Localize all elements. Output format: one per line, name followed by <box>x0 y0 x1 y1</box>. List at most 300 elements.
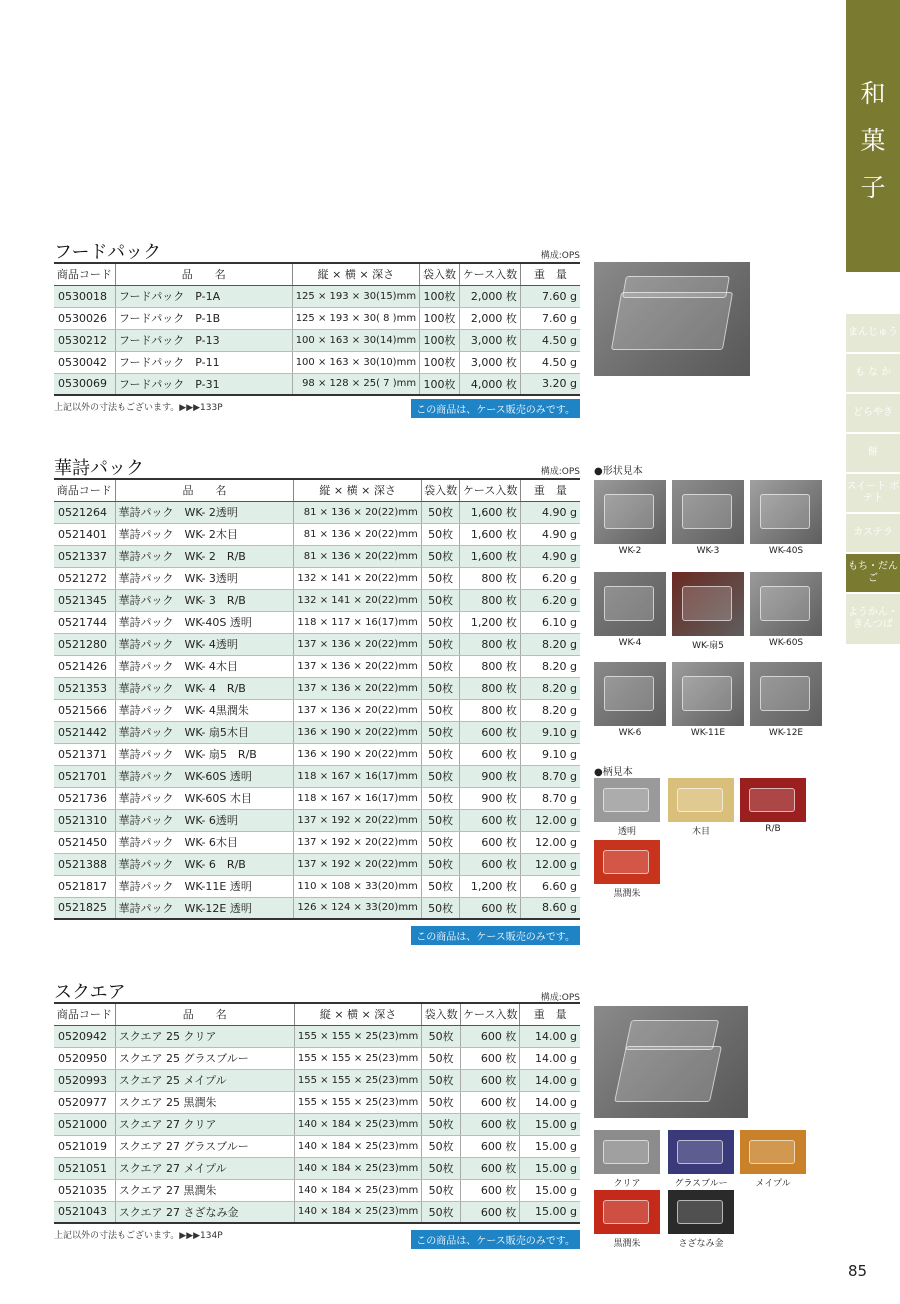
pattern-sample-label: 黒潤朱 <box>613 889 641 899</box>
column-header-case: ケース入数 <box>459 263 520 285</box>
table-row <box>54 285 580 307</box>
cell-case: 900 枚 <box>460 765 520 787</box>
cell-weight: 14.00 g <box>520 1047 580 1069</box>
cell-name: 華詩パック WK- 6木目 <box>115 831 294 853</box>
shape-sample-label: WK-40S <box>768 546 804 556</box>
cell-case: 1,200 枚 <box>460 611 520 633</box>
cell-bag: 50枚 <box>421 567 460 589</box>
side-category-char-1: 和 <box>860 79 886 108</box>
cell-dim: 132 × 141 × 20(22)mm <box>294 589 421 611</box>
table-row <box>54 567 580 589</box>
section-food-pack <box>54 238 580 423</box>
cell-dim: 100 × 163 × 30(14)mm <box>292 329 419 351</box>
cell-bag: 100枚 <box>420 373 460 395</box>
table-row <box>54 589 580 611</box>
cell-case: 600 枚 <box>461 1201 520 1223</box>
shape-sample-label: WK-12E <box>768 728 804 738</box>
cell-weight: 15.00 g <box>520 1135 580 1157</box>
shape-sample-label: WK-60S <box>768 638 804 648</box>
tray-shape <box>611 292 733 350</box>
cell-code: 0521051 <box>54 1157 115 1179</box>
cell-code: 0521353 <box>54 677 115 699</box>
cell-dim: 98 × 128 × 25( 7 )mm <box>292 373 419 395</box>
table-row <box>54 721 580 743</box>
cell-bag: 50枚 <box>421 831 460 853</box>
cell-code: 0530042 <box>54 351 115 373</box>
cell-case: 800 枚 <box>460 655 520 677</box>
cell-bag: 50枚 <box>422 1047 461 1069</box>
cell-dim: 81 × 136 × 20(22)mm <box>294 523 421 545</box>
cell-case: 800 枚 <box>460 567 520 589</box>
cell-code: 0521825 <box>54 897 115 919</box>
cell-weight: 9.10 g <box>520 743 580 765</box>
tray-shape <box>604 586 654 621</box>
table-row <box>54 699 580 721</box>
column-header-case: ケース入数 <box>460 479 520 501</box>
cell-code: 0521264 <box>54 501 115 523</box>
product-table <box>54 478 580 920</box>
cell-dim: 137 × 192 × 20(22)mm <box>294 853 421 875</box>
cell-code: 0521736 <box>54 787 115 809</box>
cell-case: 800 枚 <box>460 677 520 699</box>
cell-name: フードパック P-31 <box>115 373 292 395</box>
cell-weight: 8.20 g <box>520 633 580 655</box>
cell-bag: 100枚 <box>420 329 460 351</box>
cell-name: 華詩パック WK- 2 R/B <box>115 545 294 567</box>
color-sample-image <box>594 1190 660 1234</box>
cell-bag: 50枚 <box>421 765 460 787</box>
cell-name: フードパック P-13 <box>115 329 292 351</box>
tray-shape <box>749 788 795 812</box>
cell-bag: 50枚 <box>421 897 460 919</box>
cell-bag: 50枚 <box>421 853 460 875</box>
cell-code: 0521426 <box>54 655 115 677</box>
cell-name: 華詩パック WK- 3 R/B <box>115 589 294 611</box>
cell-code: 0520977 <box>54 1091 115 1113</box>
cell-code: 0521566 <box>54 699 115 721</box>
product-table <box>54 262 580 396</box>
cell-name: 華詩パック WK- 4 R/B <box>115 677 294 699</box>
shape-sample-label: WK-扇5 <box>692 641 724 651</box>
cell-code: 0521701 <box>54 765 115 787</box>
table-row <box>54 677 580 699</box>
cell-code: 0530026 <box>54 307 115 329</box>
cell-name: 華詩パック WK-11E 透明 <box>115 875 294 897</box>
table-row <box>54 633 580 655</box>
cell-name: スクエア 27 クリア <box>115 1113 294 1135</box>
cell-case: 600 枚 <box>460 853 520 875</box>
cell-dim: 125 × 193 × 30( 8 )mm <box>292 307 419 329</box>
cell-dim: 118 × 167 × 16(17)mm <box>294 787 421 809</box>
cell-name: 華詩パック WK-40S 透明 <box>115 611 294 633</box>
cell-name: スクエア 25 クリア <box>115 1025 294 1047</box>
pattern-sample-label: 木目 <box>691 827 710 837</box>
pattern-samples-heading: ●柄見本 <box>594 767 633 778</box>
tray-shape <box>603 1200 649 1224</box>
column-header-dim: 縦 × 横 × 深さ <box>294 479 421 501</box>
shape-sample-image <box>750 662 822 726</box>
side-nav-item[interactable]: どらやき <box>846 394 900 434</box>
cell-dim: 140 × 184 × 25(23)mm <box>294 1113 421 1135</box>
cell-case: 600 枚 <box>461 1069 520 1091</box>
column-header-name: 品 名 <box>115 1003 294 1025</box>
composition-label: 構成:OPS <box>540 467 580 477</box>
cell-name: フードパック P-11 <box>115 351 292 373</box>
shape-sample-label: WK-6 <box>618 728 642 738</box>
cell-case: 2,000 枚 <box>459 307 520 329</box>
cell-dim: 140 × 184 × 25(23)mm <box>294 1157 421 1179</box>
column-header-code: 商品コード <box>54 479 115 501</box>
side-nav-item[interactable]: 餅 <box>846 434 900 474</box>
cell-case: 600 枚 <box>460 809 520 831</box>
cell-bag: 50枚 <box>421 545 460 567</box>
cell-case: 600 枚 <box>461 1135 520 1157</box>
cell-code: 0530212 <box>54 329 115 351</box>
tray-shape <box>677 1200 723 1224</box>
cell-case: 600 枚 <box>461 1157 520 1179</box>
table-row <box>54 1201 580 1223</box>
cell-bag: 100枚 <box>420 351 460 373</box>
cell-case: 600 枚 <box>461 1113 520 1135</box>
cell-dim: 81 × 136 × 20(22)mm <box>294 545 421 567</box>
tray-shape <box>760 494 810 529</box>
cell-bag: 50枚 <box>421 501 460 523</box>
side-nav-item[interactable]: スイート ポテト <box>846 474 900 514</box>
cell-case: 600 枚 <box>461 1179 520 1201</box>
side-nav-item[interactable]: カステラ <box>846 514 900 554</box>
table-row <box>54 655 580 677</box>
case-only-badge: この商品は、ケース販売のみです。 <box>411 399 580 418</box>
cell-case: 600 枚 <box>460 831 520 853</box>
color-sample-image <box>740 1130 806 1174</box>
cell-code: 0520993 <box>54 1069 115 1091</box>
cell-dim: 118 × 167 × 16(17)mm <box>294 765 421 787</box>
cell-dim: 125 × 193 × 30(15)mm <box>292 285 419 307</box>
shape-sample-image <box>750 480 822 544</box>
cell-dim: 137 × 136 × 20(22)mm <box>294 655 421 677</box>
cell-code: 0521035 <box>54 1179 115 1201</box>
table-row <box>54 765 580 787</box>
cell-bag: 50枚 <box>421 589 460 611</box>
shape-sample-label: WK-11E <box>690 728 726 738</box>
tray-shape <box>604 676 654 711</box>
product-photo-food-pack <box>594 262 750 376</box>
cell-name: 華詩パック WK- 2木目 <box>115 523 294 545</box>
cell-case: 3,000 枚 <box>459 329 520 351</box>
pattern-sample-label: 透明 <box>617 827 636 837</box>
size-note: 上記以外の寸法もございます。▶▶▶134P <box>54 1231 223 1241</box>
composition-label: 構成:OPS <box>540 251 580 261</box>
color-sample-image <box>594 1130 660 1174</box>
table-row <box>54 787 580 809</box>
cell-case: 800 枚 <box>460 699 520 721</box>
column-header-name: 品 名 <box>115 263 292 285</box>
tray-shape <box>603 1140 649 1164</box>
cell-case: 800 枚 <box>460 633 520 655</box>
shape-sample-image <box>750 572 822 636</box>
shape-sample-image <box>594 572 666 636</box>
cell-name: スクエア 25 グラスブルー <box>115 1047 294 1069</box>
cell-case: 1,600 枚 <box>460 501 520 523</box>
cell-weight: 12.00 g <box>520 809 580 831</box>
composition-label: 構成:OPS <box>540 993 580 1003</box>
cell-name: 華詩パック WK- 4木目 <box>115 655 294 677</box>
cell-code: 0520950 <box>54 1047 115 1069</box>
table-row <box>54 853 580 875</box>
cell-case: 800 枚 <box>460 589 520 611</box>
cell-weight: 7.60 g <box>520 307 580 329</box>
cell-weight: 4.50 g <box>520 329 580 351</box>
cell-name: スクエア 27 黒潤朱 <box>115 1179 294 1201</box>
cell-code: 0521310 <box>54 809 115 831</box>
table-row <box>54 1179 580 1201</box>
column-header-bag: 袋入数 <box>422 1003 461 1025</box>
shape-sample-image <box>594 662 666 726</box>
cell-bag: 50枚 <box>421 633 460 655</box>
page-number: 85 <box>848 1262 868 1280</box>
table-row <box>54 1091 580 1113</box>
tray-shape <box>760 586 810 621</box>
cell-code: 0521401 <box>54 523 115 545</box>
cell-bag: 50枚 <box>422 1025 461 1047</box>
cell-weight: 4.90 g <box>520 545 580 567</box>
cell-bag: 50枚 <box>422 1091 461 1113</box>
cell-case: 600 枚 <box>461 1091 520 1113</box>
cell-name: スクエア 27 さざなみ金 <box>115 1201 294 1223</box>
cell-dim: 81 × 136 × 20(22)mm <box>294 501 421 523</box>
cell-code: 0520942 <box>54 1025 115 1047</box>
table-row <box>54 897 580 919</box>
cell-weight: 8.20 g <box>520 677 580 699</box>
column-header-weight: 重 量 <box>520 1003 580 1025</box>
cell-code: 0521388 <box>54 853 115 875</box>
column-header-name: 品 名 <box>115 479 294 501</box>
cell-bag: 100枚 <box>420 285 460 307</box>
shape-sample-label: WK-4 <box>618 638 642 648</box>
pattern-sample-image <box>594 840 660 884</box>
pattern-sample-image <box>668 778 734 822</box>
cell-weight: 8.20 g <box>520 655 580 677</box>
cell-weight: 6.20 g <box>520 567 580 589</box>
table-row <box>54 875 580 897</box>
cell-dim: 140 × 184 × 25(23)mm <box>294 1179 421 1201</box>
tray-shape <box>682 676 732 711</box>
cell-weight: 14.00 g <box>520 1091 580 1113</box>
column-header-weight: 重 量 <box>520 479 580 501</box>
case-only-badge: この商品は、ケース販売のみです。 <box>411 1230 580 1249</box>
cell-code: 0530018 <box>54 285 115 307</box>
cell-code: 0521744 <box>54 611 115 633</box>
cell-name: 華詩パック WK- 4透明 <box>115 633 294 655</box>
cell-name: フードパック P-1B <box>115 307 292 329</box>
cell-name: 華詩パック WK- 扇5 R/B <box>115 743 294 765</box>
tray-shape <box>677 1140 723 1164</box>
cell-dim: 140 × 184 × 25(23)mm <box>294 1135 421 1157</box>
table-row <box>54 1157 580 1179</box>
cell-dim: 155 × 155 × 25(23)mm <box>294 1091 421 1113</box>
side-nav-item[interactable]: まんじゅう <box>846 314 900 354</box>
cell-bag: 50枚 <box>421 677 460 699</box>
cell-case: 600 枚 <box>460 743 520 765</box>
column-header-code: 商品コード <box>54 1003 115 1025</box>
cell-weight: 8.70 g <box>520 787 580 809</box>
pattern-sample-image <box>740 778 806 822</box>
cell-code: 0521450 <box>54 831 115 853</box>
cell-case: 3,000 枚 <box>459 351 520 373</box>
cell-weight: 15.00 g <box>520 1157 580 1179</box>
product-table <box>54 1002 580 1224</box>
table-row <box>54 611 580 633</box>
cell-weight: 14.00 g <box>520 1069 580 1091</box>
cell-weight: 14.00 g <box>520 1025 580 1047</box>
column-header-dim: 縦 × 横 × 深さ <box>292 263 419 285</box>
cell-name: 華詩パック WK- 6透明 <box>115 809 294 831</box>
tray-shape <box>682 586 732 621</box>
cell-dim: 136 × 190 × 20(22)mm <box>294 721 421 743</box>
cell-name: 華詩パック WK-60S 透明 <box>115 765 294 787</box>
cell-dim: 140 × 184 × 25(23)mm <box>294 1201 421 1223</box>
shape-samples-heading: ●形状見本 <box>594 466 643 477</box>
side-category-tab[interactable] <box>846 0 900 272</box>
cell-dim: 136 × 190 × 20(22)mm <box>294 743 421 765</box>
color-sample-image <box>668 1190 734 1234</box>
section-title: フードパック <box>54 242 162 263</box>
cell-bag: 50枚 <box>421 655 460 677</box>
table-row <box>54 831 580 853</box>
cell-weight: 8.70 g <box>520 765 580 787</box>
cell-bag: 100枚 <box>420 307 460 329</box>
cell-dim: 100 × 163 × 30(10)mm <box>292 351 419 373</box>
cell-code: 0521019 <box>54 1135 115 1157</box>
tray-shape <box>749 1140 795 1164</box>
tray-shape <box>603 850 649 874</box>
cell-bag: 50枚 <box>421 699 460 721</box>
cell-weight: 6.20 g <box>520 589 580 611</box>
cell-case: 600 枚 <box>460 897 520 919</box>
cell-name: 華詩パック WK- 3透明 <box>115 567 294 589</box>
cell-code: 0521043 <box>54 1201 115 1223</box>
shape-sample-label: WK-3 <box>696 546 720 556</box>
cell-weight: 4.50 g <box>520 351 580 373</box>
table-row <box>54 373 580 395</box>
cell-name: スクエア 27 グラスブルー <box>115 1135 294 1157</box>
cell-dim: 137 × 136 × 20(22)mm <box>294 633 421 655</box>
table-row <box>54 1113 580 1135</box>
column-header-case: ケース入数 <box>461 1003 520 1025</box>
tray-shape <box>682 494 732 529</box>
table-row <box>54 1025 580 1047</box>
cell-weight: 3.20 g <box>520 373 580 395</box>
cell-code: 0521000 <box>54 1113 115 1135</box>
cell-name: 華詩パック WK- 6 R/B <box>115 853 294 875</box>
side-nav-item[interactable]: も な か <box>846 354 900 394</box>
cell-dim: 137 × 192 × 20(22)mm <box>294 831 421 853</box>
cell-name: 華詩パック WK-60S 木目 <box>115 787 294 809</box>
table-row <box>54 1069 580 1091</box>
column-header-code: 商品コード <box>54 263 115 285</box>
section-title: スクエア <box>54 982 126 1003</box>
cell-case: 1,200 枚 <box>460 875 520 897</box>
cell-weight: 15.00 g <box>520 1201 580 1223</box>
cell-dim: 155 × 155 × 25(23)mm <box>294 1047 421 1069</box>
cell-code: 0521817 <box>54 875 115 897</box>
cell-code: 0521371 <box>54 743 115 765</box>
cell-weight: 8.60 g <box>520 897 580 919</box>
table-row <box>54 501 580 523</box>
cell-code: 0521442 <box>54 721 115 743</box>
tray-shape <box>677 788 723 812</box>
pattern-sample-image <box>594 778 660 822</box>
cell-weight: 15.00 g <box>520 1113 580 1135</box>
color-sample-label: クリア <box>613 1179 641 1189</box>
cell-bag: 50枚 <box>422 1135 461 1157</box>
shape-sample-image <box>594 480 666 544</box>
cell-dim: 118 × 117 × 16(17)mm <box>294 611 421 633</box>
tray-shape <box>603 788 649 812</box>
column-header-bag: 袋入数 <box>421 479 460 501</box>
cell-bag: 50枚 <box>421 611 460 633</box>
color-sample-label: メイプル <box>755 1179 791 1189</box>
color-sample-label: 黒潤朱 <box>613 1239 641 1249</box>
cell-name: 華詩パック WK- 扇5木目 <box>115 721 294 743</box>
side-nav-item[interactable]: もち・だんご <box>846 554 900 594</box>
cell-weight: 12.00 g <box>520 853 580 875</box>
cell-code: 0521337 <box>54 545 115 567</box>
section-kashi-pack <box>54 454 580 944</box>
tray-shape <box>604 494 654 529</box>
side-category-char-2: 菓 <box>860 126 886 155</box>
cell-dim: 137 × 192 × 20(22)mm <box>294 809 421 831</box>
table-row <box>54 351 580 373</box>
column-header-weight: 重 量 <box>520 263 580 285</box>
tray-shape <box>760 676 810 711</box>
cell-name: スクエア 25 メイプル <box>115 1069 294 1091</box>
cell-dim: 155 × 155 × 25(23)mm <box>294 1069 421 1091</box>
table-row <box>54 523 580 545</box>
cell-bag: 50枚 <box>422 1069 461 1091</box>
cell-dim: 137 × 136 × 20(22)mm <box>294 699 421 721</box>
cell-weight: 8.20 g <box>520 699 580 721</box>
cell-bag: 50枚 <box>422 1113 461 1135</box>
shape-sample-label: WK-2 <box>618 546 642 556</box>
cell-name: 華詩パック WK- 4黒潤朱 <box>115 699 294 721</box>
cell-weight: 4.90 g <box>520 523 580 545</box>
cell-name: スクエア 25 黒潤朱 <box>115 1091 294 1113</box>
cell-name: スクエア 27 メイプル <box>115 1157 294 1179</box>
table-row <box>54 1135 580 1157</box>
cell-weight: 9.10 g <box>520 721 580 743</box>
shape-sample-image <box>672 480 744 544</box>
case-only-badge: この商品は、ケース販売のみです。 <box>411 926 580 945</box>
cell-dim: 110 × 108 × 33(20)mm <box>294 875 421 897</box>
cell-name: 華詩パック WK-12E 透明 <box>115 897 294 919</box>
cell-case: 1,600 枚 <box>460 545 520 567</box>
cell-bag: 50枚 <box>422 1201 461 1223</box>
side-nav-item[interactable]: ようかん・ きんつば <box>846 594 900 646</box>
cell-case: 2,000 枚 <box>459 285 520 307</box>
table-row <box>54 307 580 329</box>
cell-case: 600 枚 <box>461 1025 520 1047</box>
color-sample-label: さざなみ金 <box>678 1239 724 1249</box>
cell-bag: 50枚 <box>421 809 460 831</box>
cell-weight: 6.60 g <box>520 875 580 897</box>
tray-lid-shape <box>625 1020 719 1050</box>
pattern-sample-label: R/B <box>765 824 781 834</box>
tray-lid-shape <box>622 276 730 298</box>
cell-dim: 155 × 155 × 25(23)mm <box>294 1025 421 1047</box>
section-title: 華詩パック <box>54 458 144 479</box>
cell-code: 0530069 <box>54 373 115 395</box>
